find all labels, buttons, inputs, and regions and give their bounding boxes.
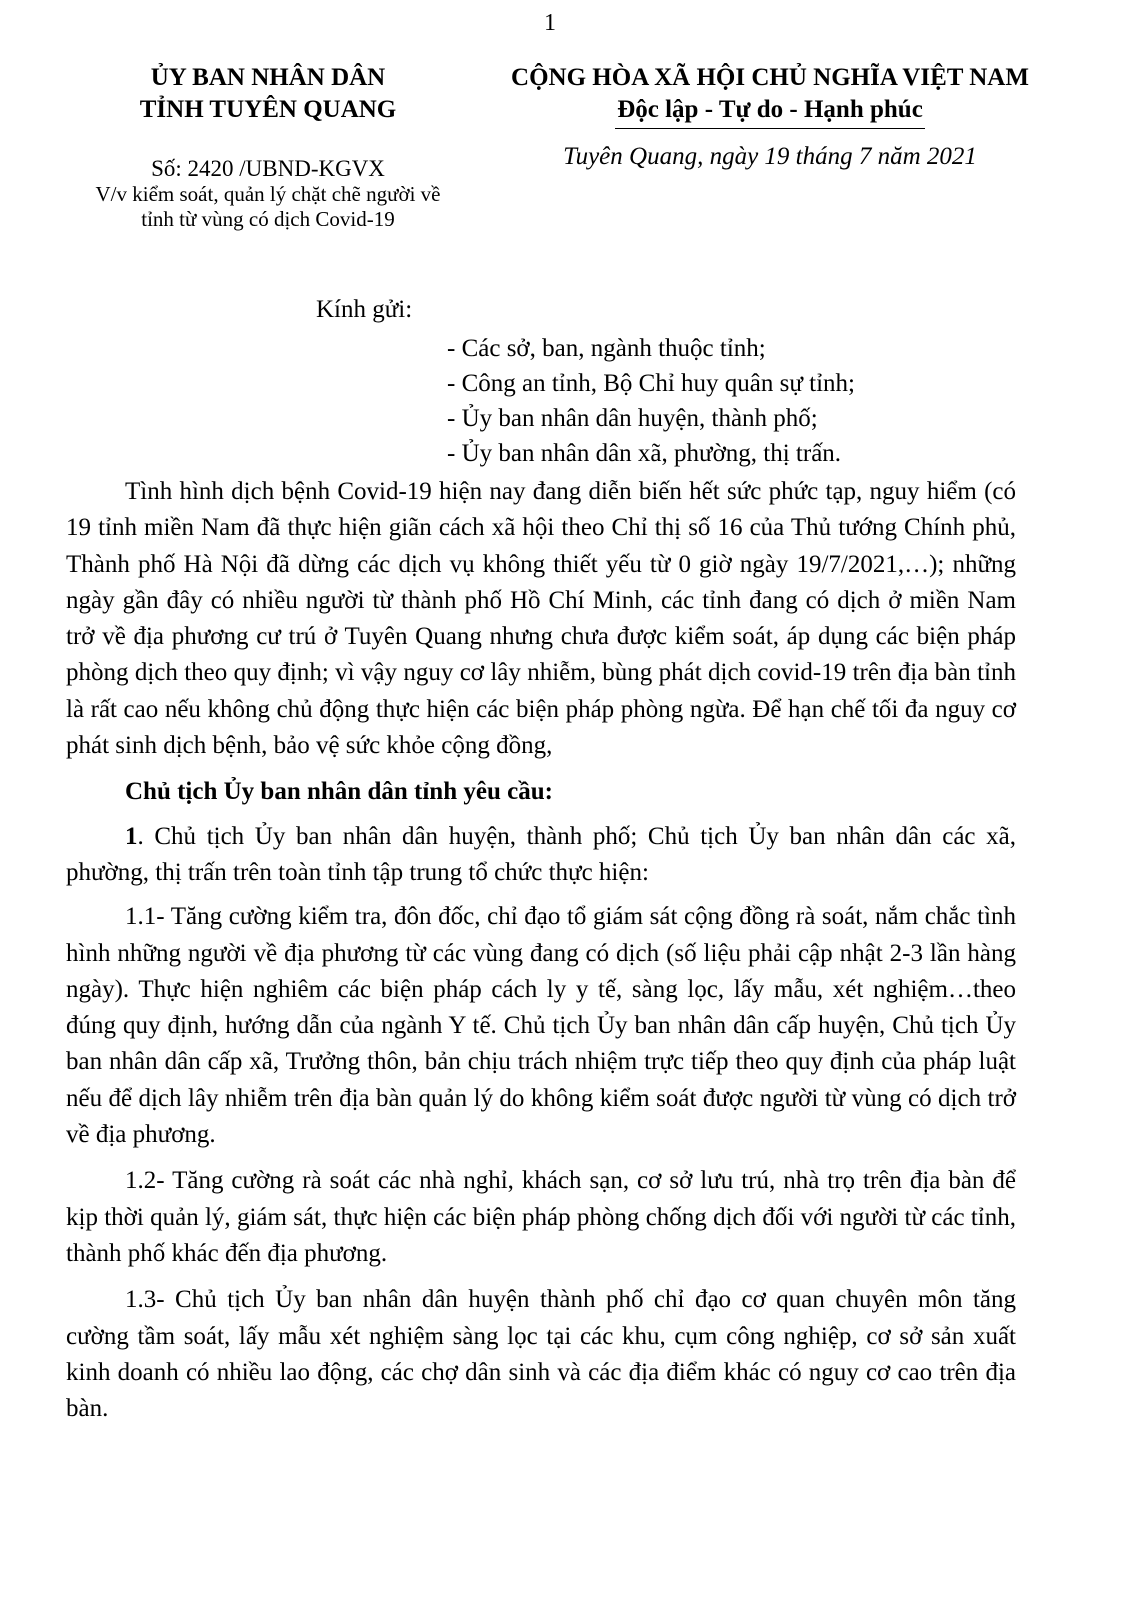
item-1-number: 1 [125, 822, 138, 850]
motto-underline [615, 128, 925, 129]
recipient-item: - Ủy ban nhân dân huyện, thành phố; [447, 405, 818, 432]
subject-line1: V/v kiểm soát, quản lý chặt chẽ người về [95, 182, 441, 206]
recipient-item: - Các sở, ban, ngành thuộc tỉnh; [447, 335, 766, 362]
page-number: 1 [544, 10, 556, 36]
document-body [66, 474, 1016, 1437]
item-1-1-paragraph: 1.1- Tăng cường kiểm tra, đôn đốc, chỉ đạo tổ giám sát cộng đồng rà soát, nắm chắc tình hình những người về địa phương từ các vùng đang có dịch (số liệu phải cập nhật 2-3 lần hàng ngày). Thực hiện nghiêm các biện pháp cách ly y tế, sàng lọc, lấy mẫu, xét nghiệm…theo đúng quy định, hướng dẫn của ngành Y tế. Chủ tịch Ủy ban nhân dân cấp huyện, Chủ tịch Ủy ban nhân dân cấp xã, Trưởng thôn, bản chịu trách nhiệm trực tiếp theo quy định của pháp luật nếu để dịch lây nhiễm trên địa bàn quản lý do không kiểm soát được người từ vùng có dịch trở về địa phương. [66, 903, 1016, 1149]
authority-name-line2: TỈNH TUYÊN QUANG [139, 96, 397, 123]
national-title: CỘNG HÒA XÃ HỘI CHỦ NGHĨA VIỆT NAM [511, 64, 1029, 91]
item-1-paragraph [66, 819, 1016, 892]
recipient-item: - Công an tỉnh, Bộ Chỉ huy quân sự tỉnh; [447, 370, 855, 397]
issuing-authority-block [28, 62, 508, 232]
document-number: Số: 2420 /UBND-KGVX [151, 156, 385, 181]
intro-paragraph: Tình hình dịch bệnh Covid-19 hiện nay đang diễn biến hết sức phức tạp, nguy hiểm (có 19 tỉnh miền Nam đã thực hiện giãn cách xã hội theo Chỉ thị số 16 của Thủ tướng Chính phủ, Thành phố Hà Nội đã dừng các dịch vụ không thiết yếu từ 0 giờ ngày 19/7/2021,…); những ngày gần đây có nhiều người từ thành phố Hồ Chí Minh, các tỉnh đang có dịch ở miền Nam trở về địa phương cư trú ở Tuyên Quang nhưng chưa được kiểm soát, áp dụng các biện pháp phòng dịch theo quy định; vì vậy nguy cơ lây nhiễm, bùng phát dịch covid-19 trên địa bàn tỉnh là rất cao nếu không chủ động thực hiện các biện pháp phòng ngừa. Để hạn chế tối đa nguy cơ phát sinh dịch bệnh, bảo vệ sức khỏe cộng đồng, [66, 478, 1016, 760]
national-heading-block [450, 62, 1090, 171]
request-heading: Chủ tịch Ủy ban nhân dân tỉnh yêu cầu: [125, 778, 553, 806]
national-motto: Độc lập - Tự do - Hạnh phúc [617, 96, 923, 123]
item-1-3-paragraph: 1.3- Chủ tịch Ủy ban nhân dân huyện thành phố chỉ đạo cơ quan chuyên môn tăng cường tầm soát, lấy mẫu xét nghiệm sàng lọc tại các khu, cụm công nghiệp, cơ sở sản xuất kinh doanh có nhiều lao động, các chợ dân sinh và các địa điểm khác có nguy cơ cao trên địa bàn. [66, 1286, 1016, 1423]
item-1-text: . Chủ tịch Ủy ban nhân dân huyện, thành phố; Chủ tịch Ủy ban nhân dân các xã, phường, thị trấn trên toàn tỉnh tập trung tổ chức thực hiện: [66, 822, 1016, 886]
recipients-label: Kính gửi: [316, 296, 413, 323]
place-and-date: Tuyên Quang, ngày 19 tháng 7 năm 2021 [563, 143, 977, 170]
recipient-item: - Ủy ban nhân dân xã, phường, thị trấn. [447, 440, 842, 467]
authority-name-line1: ỦY BAN NHÂN DÂN [150, 64, 386, 91]
subject-line2: tỉnh từ vùng có dịch Covid-19 [141, 207, 395, 231]
recipients-list [447, 331, 855, 471]
item-1-2-paragraph: 1.2- Tăng cường rà soát các nhà nghỉ, khách sạn, cơ sở lưu trú, nhà trọ trên địa bàn để kịp thời quản lý, giám sát, thực hiện các biện pháp phòng chống dịch đối với người từ các tỉnh, thành phố khác đến địa phương. [66, 1167, 1016, 1267]
